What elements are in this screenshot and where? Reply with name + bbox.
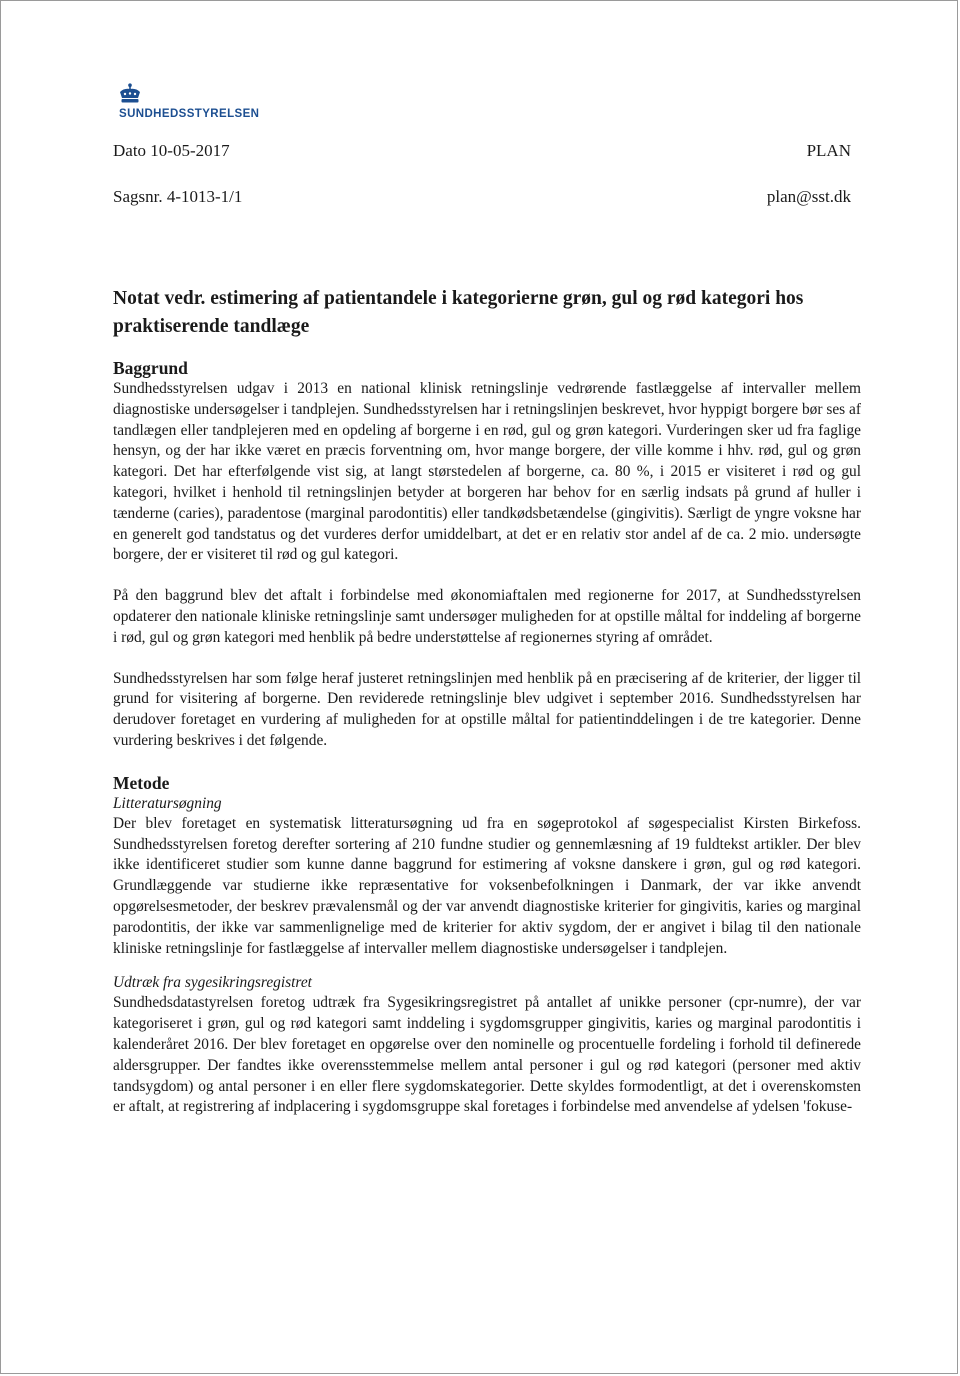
section-heading-baggrund: Baggrund — [113, 358, 188, 378]
email-address: plan@sst.dk — [766, 187, 851, 206]
paragraph: På den baggrund blev det aftalt i forbindelse med økonomiaftalen med regionerne for 2017, at Sundhedsstyrelsen opdaterer den nationale kliniske retningslinje samt undersøger muligheden for at opstille måltal for inddeling af borgerne i rød, gul og grøn kategori med henblik på bedre understøttelse af regionernes styring af området. — [113, 587, 861, 646]
document-body — [113, 357, 861, 1118]
sundhedsstyrelsen-logo — [116, 83, 296, 127]
paragraph: Der blev foretaget en systematisk litteratursøgning ud fra en søgeprotokol af søgespecialist Kirsten Birkefoss. Sundhedsstyrelsen foretog derefter sortering af 210 fundne studier og gennemlæsning af 19 fuldtekst artikler. Der blev ikke identificeret studier som kunne danne baggrund for estimering af voksne danskere i grøn, gul og rød kategori. Grundlæggende var studierne ikke repræsentative for voksenbefolkningen i Danmark, der var ikke anvendt opgørelsesmetoder, der beskrev prævalensmål og der var anvendt diagnostiske kriterier for gingivitis, karies og marginal parodontitis, der ikke var sammenlignelige med de kriterier for aktiv sygdom, der er angivet i bilag til den nationale kliniske retningslinje for fastlæggelse af intervaller mellem diagnostiske undersøgelser i tandplejen. — [113, 814, 861, 957]
paragraph: Sundhedsstyrelsen udgav i 2013 en national klinisk retningslinje vedrørende fastlæggelse af intervaller mellem diagnostiske undersøgelser i tandplejen. Sundhedsstyrelsen har i retningslinjen beskrevet, hvor hyppigt borgere bør ses af tandlægen eller tandplejeren med en opdeling af borgerne i en rød, gul og grøn kategori. Vurderingen sker ud fra faglige hensyn, og der har ikke været en præcis forventning om, hvor mange borgere, der ville komme i hhv. rød, gul og grøn kategori. Det har efterfølgende vist sig, at langt størstedelen af borgerne, ca. 80 %, i 2015 er visiteret i rød og gul kategori, hvilket i henhold til retningslinjen betyder at borgeren har behov for en særlig indsats på grund af huller i tænderne (caries), paradentose (marginal parodontitis) eller tandkødsbetændelse (gingivitis). Særligt de yngre voksne har en generelt god tandstatus og det vurderes derfor umiddelbart, at det er en relativ stor andel af de ca. 2 mio. undersøgte borgere, der er visiteret til rød og gul kategori. — [113, 380, 861, 564]
subsection-heading-litteratursogning: Litteratursøgning — [113, 794, 222, 812]
crown-icon — [118, 83, 142, 105]
date-label: Dato 10-05-2017 — [113, 141, 230, 160]
meta-row-case — [113, 187, 851, 209]
logo-text: SUNDHEDSSTYRELSEN — [119, 108, 260, 120]
subsection-heading-sygesikringsregister: Udtræk fra sygesikringsregistret — [113, 974, 312, 992]
meta-row-date — [113, 141, 851, 163]
case-number: Sagsnr. 4-1013-1/1 — [113, 187, 243, 206]
document-title: Notat vedr. estimering af patientandele i kategorierne grøn, gul og rød kategori hos praktiserende tandlæge — [113, 288, 804, 337]
paragraph: Sundhedsdatastyrelsen foretog udtræk fra Sygesikringsregistret på antallet af unikke personer (cpr-numre), der var kategoriseret i grøn, gul og rød kategori samt inddeling i sygdomsgrupper gingivitis, karies og marginal parodontitis i kalenderåret 2016. Der blev foretaget en opgørelse over den nominelle og procentuelle fordeling i forhold til definerede aldersgrupper. Der fandtes ikke overensstemmelse mellem antal personer i gul og rød kategori (personer med aktiv tandsygdom) og antal personer i en eller flere sygdomskategorier. Dette skyldes formodentligt, at det i overenskomsten er aftalt, at registrering af indplacering i sygdomsgruppe skal foretages i forbindelse med anvendelse af ydelsen 'fokuse- — [113, 994, 861, 1116]
paragraph: Sundhedsstyrelsen har som følge heraf justeret retningslinjen med henblik på en præcisering af de kriterier, der ligger til grund for visitering af borgerne. Den reviderede retningslinje blev udgivet i september 2016. Sundhedsstyrelsen har derudover foretaget en vurdering af muligheden for at opstille måltal for patientinddelingen i de tre kategorier. Denne vurdering beskrives i det følgende. — [113, 669, 861, 749]
section-heading-metode: Metode — [113, 772, 170, 793]
department-label: PLAN — [806, 141, 851, 160]
